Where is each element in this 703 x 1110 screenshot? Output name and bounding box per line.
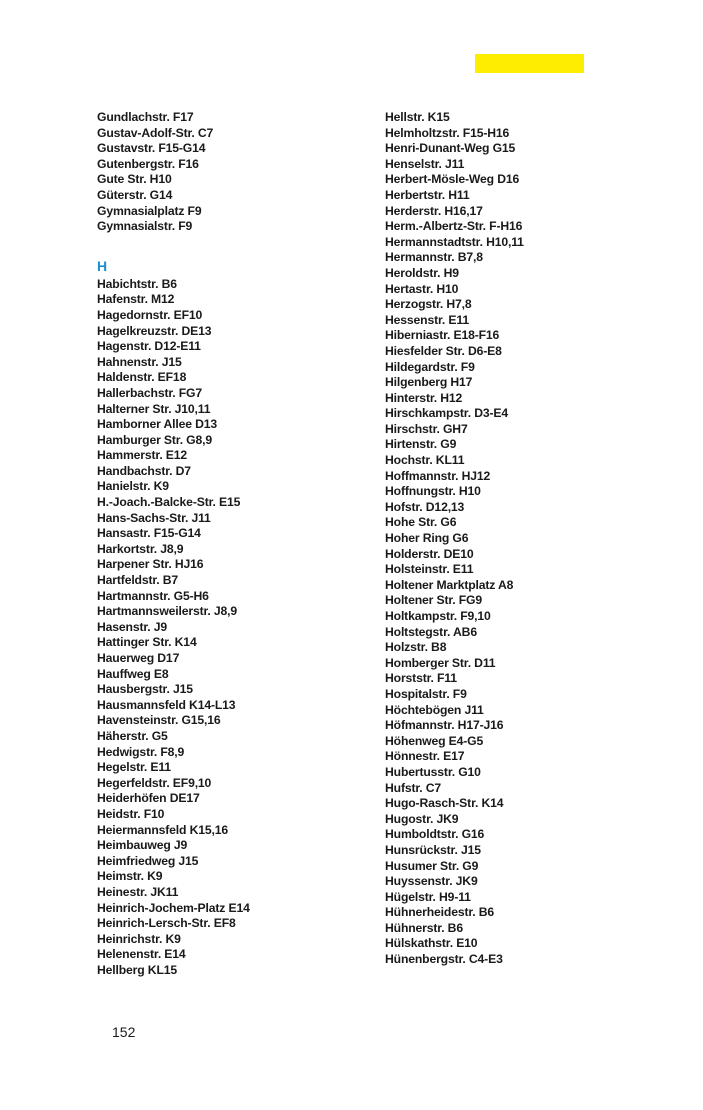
- index-entry: Heinestr. JK11: [97, 884, 179, 899]
- index-entry: Hagenstr. D12-E11: [97, 339, 201, 354]
- index-entry: Homberger Str. D11: [385, 655, 496, 670]
- index-entry: Gute Str. H10: [97, 172, 172, 187]
- index-entry: Hallerbachstr. FG7: [97, 385, 202, 400]
- index-entry: Handbachstr. D7: [97, 463, 191, 478]
- index-entry: Haldenstr. EF18: [97, 370, 187, 385]
- index-entry: Gustav-Adolf-Str. C7: [97, 125, 214, 140]
- index-entry: Harkortstr. J8,9: [97, 541, 184, 556]
- index-entry: Hilgenberg H17: [385, 375, 473, 390]
- index-entry: Heroldstr. H9: [385, 265, 459, 280]
- index-entry: Helenenstr. E14: [97, 947, 186, 962]
- index-entry: Hellberg KL15: [97, 962, 178, 977]
- index-entry: Hospitalstr. F9: [385, 686, 467, 701]
- index-entry: Huyssenstr. JK9: [385, 874, 478, 889]
- index-entry: Holtkampstr. F9,10: [385, 609, 491, 623]
- index-entry: Herbert-Mösle-Weg D16: [385, 172, 520, 187]
- index-entry: Holtener Marktplatz A8: [385, 577, 514, 592]
- index-entry: Gymnasialplatz F9: [97, 203, 202, 218]
- index-entry: Herm.-Albertz-Str. F-H16: [385, 219, 523, 234]
- index-group-h: [97, 277, 250, 979]
- index-entry: Hügelstr. H9-11: [385, 889, 471, 904]
- index-entry: Hegerfeldstr. EF9,10: [97, 775, 212, 790]
- index-entry: Hoffnungstr. H10: [385, 484, 481, 499]
- index-entry: Hagelkreuzstr. DE13: [97, 323, 212, 338]
- index-entry: Henri-Dunant-Weg G15: [385, 141, 516, 156]
- index-entry: Herderstr. H16,17: [385, 203, 483, 218]
- index-entry: Güterstr. G14: [97, 187, 173, 202]
- index-entry: Heidstr. F10: [97, 806, 165, 821]
- index-entry: Hanielstr. K9: [97, 479, 169, 494]
- index-entry: Hamborner Allee D13: [97, 417, 217, 432]
- index-entry: Hafenstr. M12: [97, 292, 175, 307]
- index-entry: Hirschkampstr. D3-E4: [385, 406, 508, 421]
- index-entry: Hirtenstr. G9: [385, 437, 457, 452]
- index-group-h-continued: [385, 110, 524, 968]
- index-entry: Hartmannsweilerstr. J8,9: [97, 604, 238, 619]
- index-entry: Hattinger Str. K14: [97, 635, 197, 650]
- index-entry: Hausmannsfeld K14-L13: [97, 697, 236, 712]
- index-entry: Hermannstr. B7,8: [385, 250, 483, 265]
- index-column-left: [97, 110, 250, 978]
- index-entry: Hoher Ring G6: [385, 531, 469, 546]
- index-entry: Hohe Str. G6: [385, 515, 457, 530]
- section-letter-heading: H: [97, 257, 107, 274]
- index-entry: Gustavstr. F15-G14: [97, 141, 206, 156]
- index-entry: Heiermannsfeld K15,16: [97, 822, 228, 837]
- index-entry: Herzogstr. H7,8: [385, 297, 472, 312]
- index-entry: Hubertusstr. G10: [385, 764, 481, 779]
- index-entry: Gymnasialstr. F9: [97, 219, 193, 234]
- index-entry: Herbertstr. H11: [385, 187, 470, 202]
- index-entry: Höfmannstr. H17-J16: [385, 718, 504, 733]
- index-entry: Hunsrückstr. J15: [385, 842, 481, 857]
- index-entry: Hertastr. H10: [385, 281, 459, 296]
- index-entry: Hinterstr. H12: [385, 390, 463, 405]
- index-entry: Heinrich-Jochem-Platz E14: [97, 900, 250, 915]
- index-entry: Heinrich-Lersch-Str. EF8: [97, 916, 236, 931]
- index-entry: Hamburger Str. G8,9: [97, 432, 213, 447]
- index-entry: Hochstr. KL11: [385, 453, 465, 468]
- index-entry: Hahnenstr. J15: [97, 354, 182, 369]
- index-entry: Hausbergstr. J15: [97, 682, 193, 697]
- index-entry: Heiderhöfen DE17: [97, 791, 200, 806]
- section-spacer: [97, 235, 250, 256]
- index-entry: Hülskathstr. E10: [385, 936, 478, 951]
- index-entry: Hönnestr. E17: [385, 749, 465, 764]
- page-number: 152: [112, 1024, 136, 1040]
- index-entry: Hessenstr. E11: [385, 312, 469, 327]
- index-group-g-continued: [97, 110, 250, 235]
- index-entry: Hauffweg E8: [97, 666, 169, 681]
- index-entry: Hedwigstr. F8,9: [97, 744, 185, 759]
- index-entry: Hauerweg D17: [97, 651, 180, 665]
- index-entry: Hammerstr. E12: [97, 448, 188, 463]
- chapter-tab-marker: [475, 54, 584, 73]
- index-entry: Holtener Str. FG9: [385, 593, 483, 608]
- index-entry: Halterner Str. J10,11: [97, 401, 211, 416]
- index-entry: Hermannstadtstr. H10,11: [385, 234, 524, 249]
- index-entry: Hasenstr. J9: [97, 619, 168, 634]
- index-entry: Hiesfelder Str. D6-E8: [385, 343, 502, 358]
- index-entry: Häherstr. G5: [97, 728, 168, 743]
- index-entry: Horststr. F11: [385, 671, 457, 686]
- index-entry: Hünenbergstr. C4-E3: [385, 952, 503, 967]
- index-entry: Hufstr. C7: [385, 780, 442, 795]
- index-entry: Heimfriedweg J15: [97, 853, 199, 868]
- index-entry: Heimstr. K9: [97, 869, 163, 884]
- index-entry: Gundlachstr. F17: [97, 110, 194, 124]
- index-entry: Gutenbergstr. F16: [97, 156, 199, 171]
- index-entry: Hugo-Rasch-Str. K14: [385, 796, 504, 811]
- index-entry: Hartfeldstr. B7: [97, 573, 179, 588]
- index-entry: Hildegardstr. F9: [385, 359, 475, 374]
- index-entry: Helmholtzstr. F15-H16: [385, 125, 510, 140]
- index-entry: Hans-Sachs-Str. J11: [97, 510, 211, 525]
- index-entry: Hellstr. K15: [385, 110, 450, 124]
- index-entry: Hofstr. D12,13: [385, 499, 465, 514]
- index-entry: Hiberniastr. E18-F16: [385, 328, 500, 343]
- index-entry: Holsteinstr. E11: [385, 562, 474, 577]
- index-entry: Hagedornstr. EF10: [97, 307, 203, 322]
- index-entry: Hegelstr. E11: [97, 760, 171, 775]
- index-entry: Husumer Str. G9: [385, 858, 479, 873]
- index-entry: Havensteinstr. G15,16: [97, 713, 221, 728]
- index-entry: Hühnerheidestr. B6: [385, 905, 495, 920]
- index-entry: Hühnerstr. B6: [385, 920, 463, 935]
- index-entry: Habichtstr. B6: [97, 276, 177, 291]
- index-entry: Höhenweg E4-G5: [385, 733, 484, 748]
- index-entry: Höchtebögen J11: [385, 702, 484, 717]
- index-entry: Holderstr. DE10: [385, 546, 474, 561]
- index-entry: H.-Joach.-Balcke-Str. E15: [97, 495, 241, 510]
- index-entry: Henselstr. J11: [385, 156, 465, 171]
- index-entry: Hoffmannstr. HJ12: [385, 468, 491, 483]
- index-column-right: [385, 110, 524, 968]
- index-entry: Heinrichstr. K9: [97, 931, 181, 946]
- index-entry: Holtstegstr. AB6: [385, 624, 477, 639]
- index-entry: Heimbauweg J9: [97, 838, 188, 853]
- index-entry: Hansastr. F15-G14: [97, 526, 201, 541]
- index-entry: Hugostr. JK9: [385, 811, 459, 826]
- index-entry: Hartmannstr. G5-H6: [97, 588, 209, 603]
- index-entry: Harpener Str. HJ16: [97, 557, 204, 572]
- index-entry: Humboldtstr. G16: [385, 827, 485, 842]
- index-entry: Holzstr. B8: [385, 640, 447, 655]
- index-entry: Hirschstr. GH7: [385, 421, 468, 436]
